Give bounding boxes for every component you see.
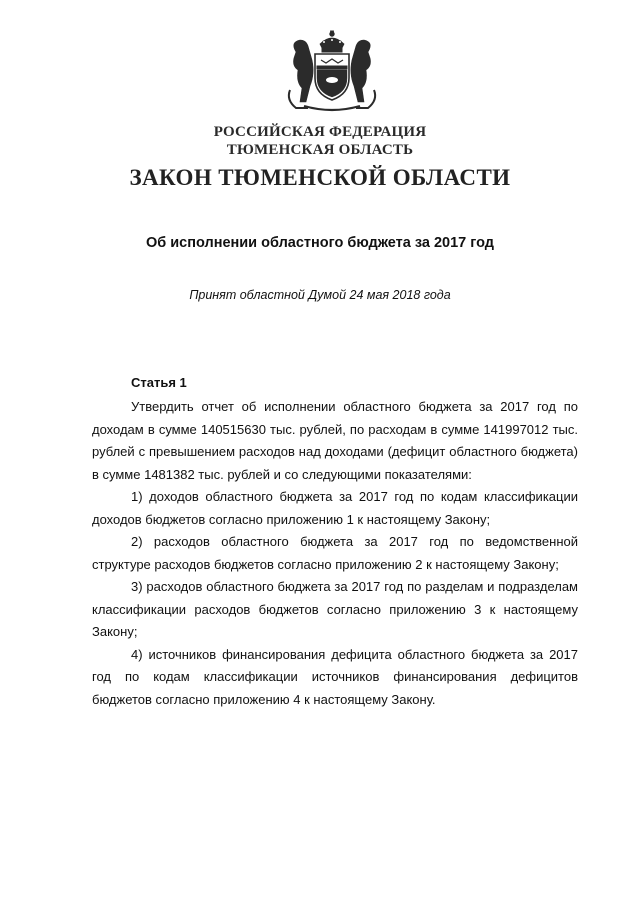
adoption-note: Принят областной Думой 24 мая 2018 года: [189, 288, 451, 302]
article-paragraph: Утвердить отчет об исполнении областного бюджета за 2017 год по доходам в сумме 140515630 тыс. рублей, по расходам в сумме 141997012 тыс. рублей с превышением расходов над доходами (дефицит областного бюджета) в сумме 1481382 тыс. рублей и со следующими показателями:: [92, 399, 578, 482]
article-list-item: 1) доходов областного бюджета за 2017 год по кодам классификации доходов бюджетов согласно приложению 1 к настоящему Закону;: [92, 489, 578, 527]
article-heading: Статья 1: [131, 375, 187, 390]
article-list-item: 2) расходов областного бюджета за 2017 год по ведомственной структуре расходов бюджетов согласно приложению 2 к настоящему Закону;: [92, 534, 578, 572]
country-heading: РОССИЙСКАЯ ФЕДЕРАЦИЯ: [213, 124, 427, 140]
law-title: Об исполнении областного бюджета за 2017 год: [145, 235, 494, 251]
coat-of-arms-icon: [282, 30, 382, 112]
article-body: [92, 396, 578, 711]
article-list-item: 3) расходов областного бюджета за 2017 год по разделам и подразделам классификации расходов бюджетов согласно приложению 3 к настоящему Закону;: [92, 579, 578, 639]
law-type-heading: ЗАКОН ТЮМЕНСКОЙ ОБЛАСТИ: [129, 165, 511, 190]
region-heading: ТЮМЕНСКАЯ ОБЛАСТЬ: [226, 142, 414, 158]
article-list-item: 4) источников финансирования дефицита областного бюджета за 2017 год по кодам классификации источников финансирования дефицитов бюджетов согласно приложению 4 к настоящему Закону.: [92, 646, 578, 707]
